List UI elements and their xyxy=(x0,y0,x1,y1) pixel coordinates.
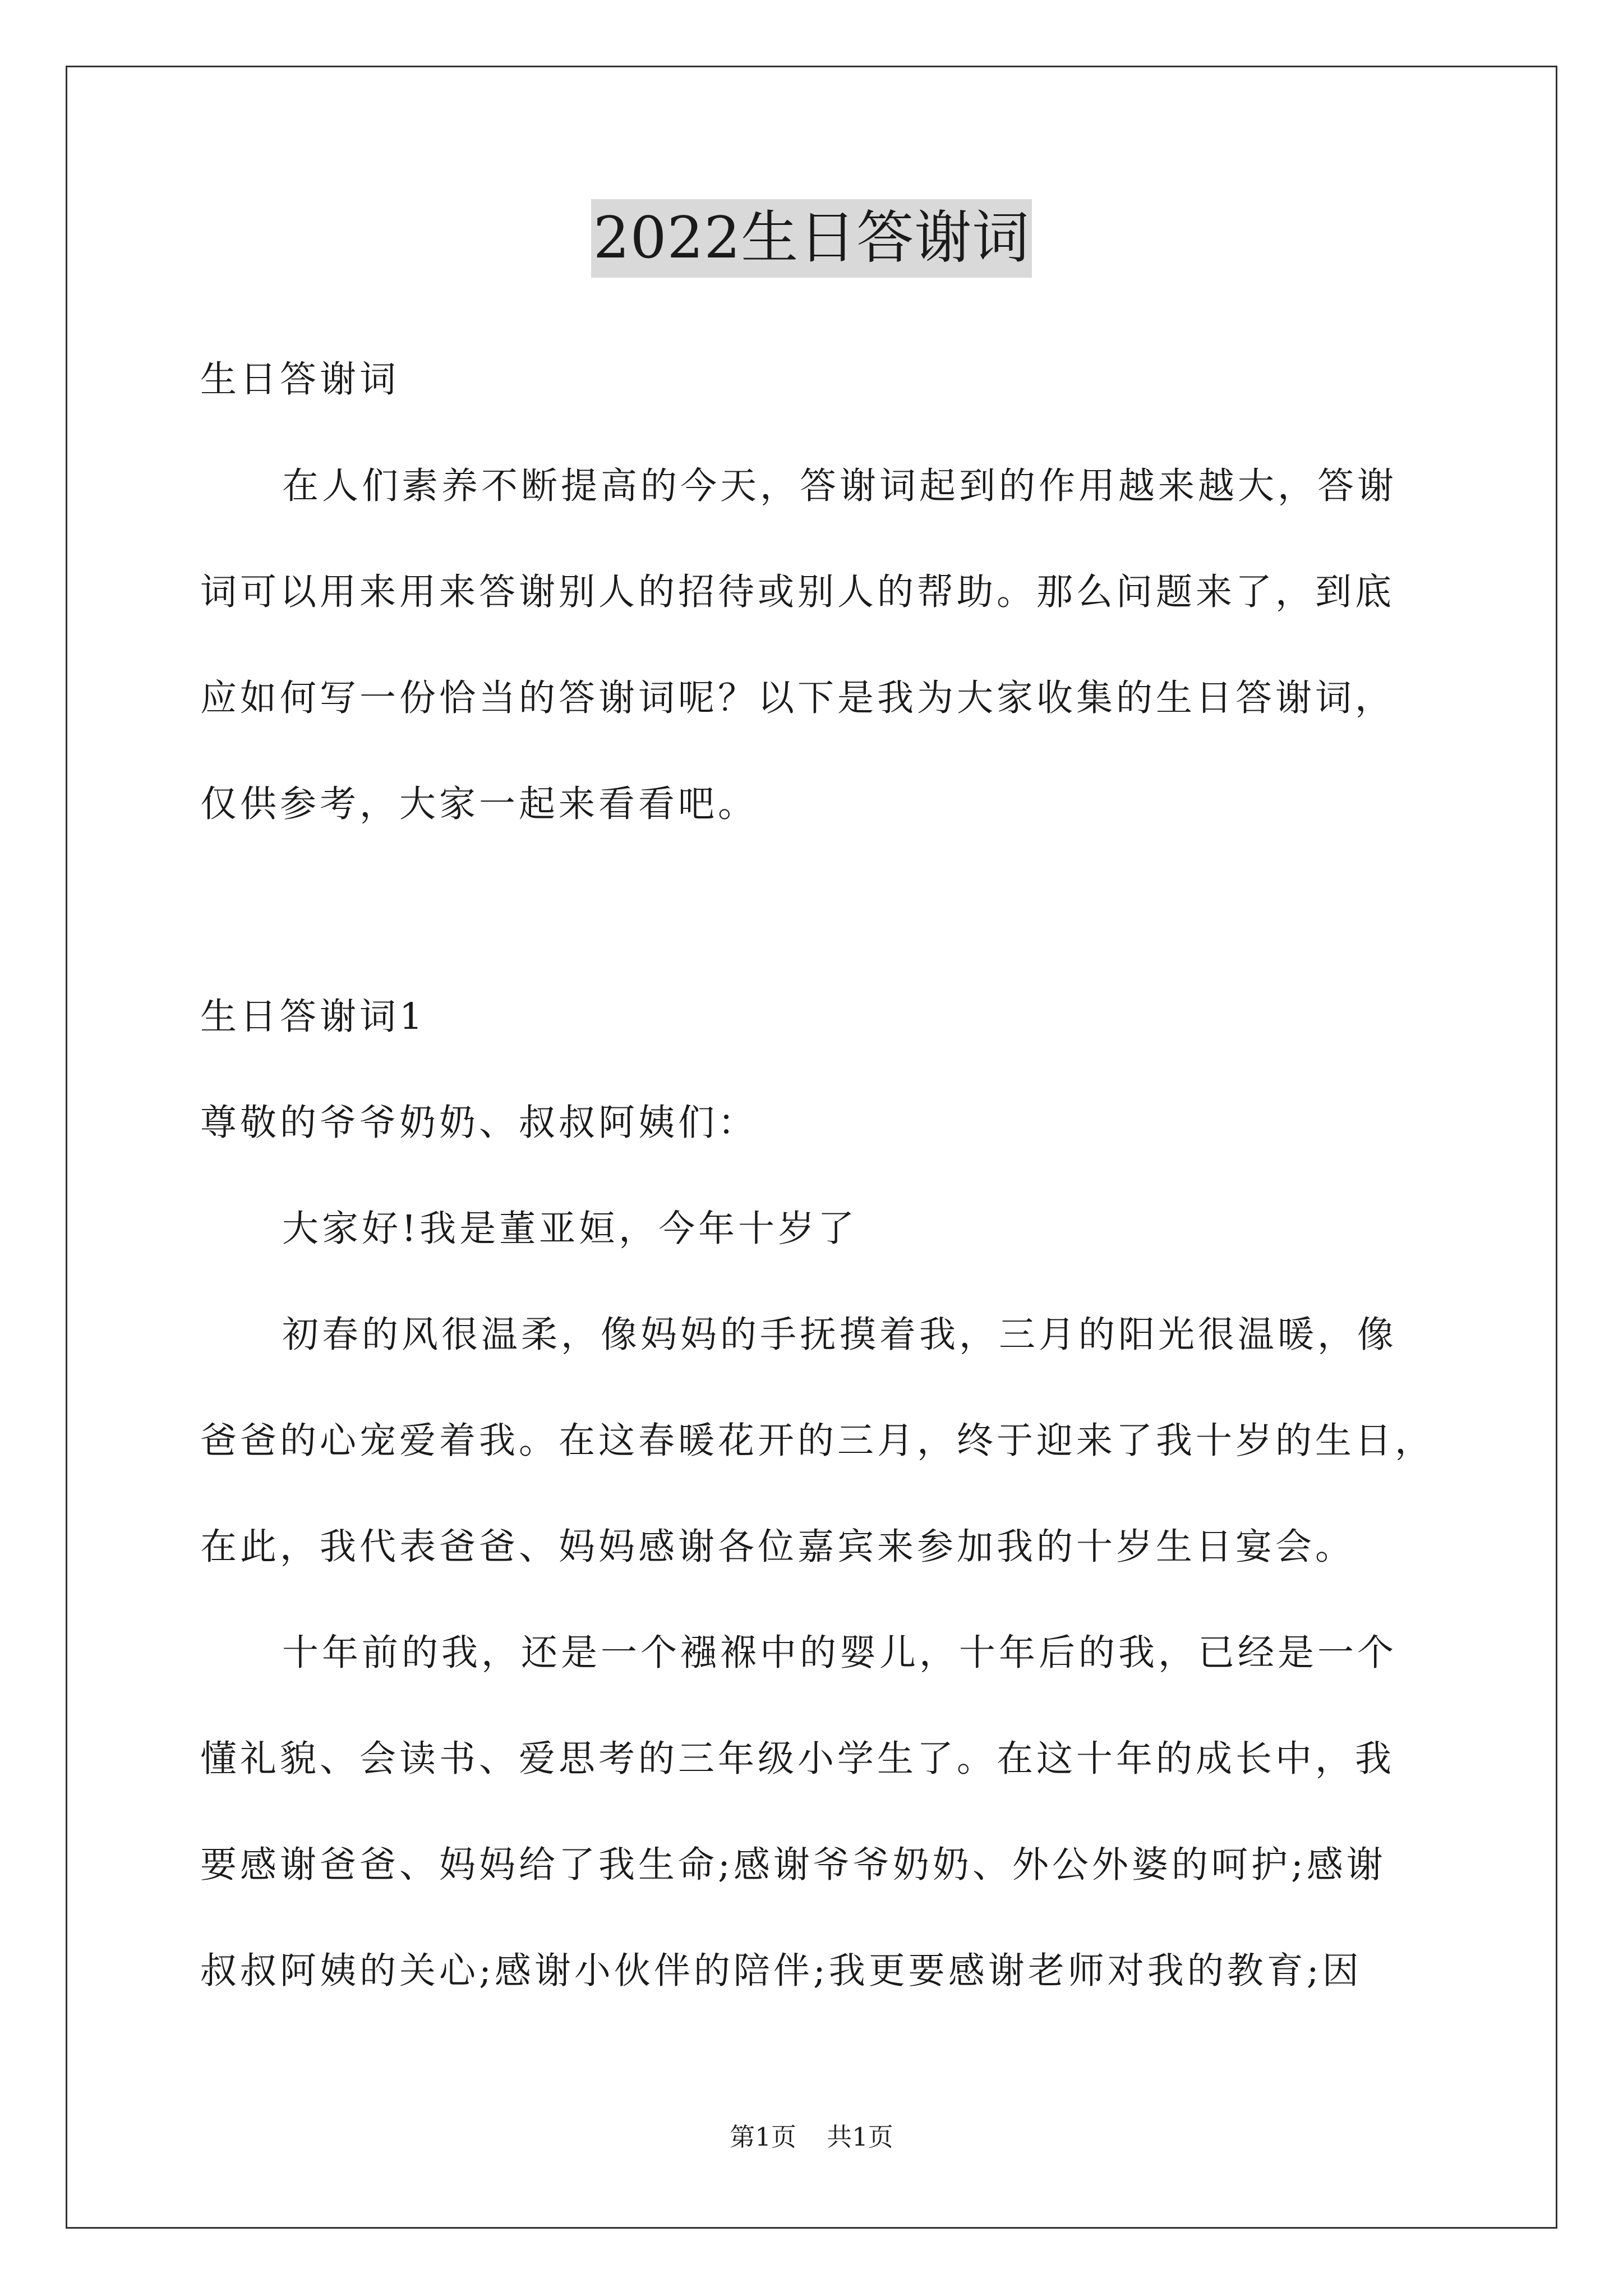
para1-line-3: 在此，我代表爸爸、妈妈感谢各位嘉宾来参加我的十岁生日宴会。 xyxy=(200,1526,1355,1568)
para2-line-2: 懂礼貌、会读书、爱思考的三年级小学生了。在这十年的成长中，我 xyxy=(200,1738,1395,1780)
intro-line-2: 词可以用来用来答谢别人的招待或别人的帮助。那么问题来了，到底 xyxy=(200,571,1395,613)
intro-line-4: 仅供参考，大家一起来看看吧。 xyxy=(200,783,758,825)
document-title: 2022生日答谢词 xyxy=(591,199,1032,278)
para1-line-2: 爸爸的心宠爱着我。在这春暖花开的三月，终于迎来了我十岁的生日， xyxy=(200,1420,1435,1462)
intro-line-1: 在人们素养不断提高的今天，答谢词起到的作用越来越大，答谢 xyxy=(282,465,1398,507)
intro-heading: 生日答谢词 xyxy=(200,358,400,401)
para1-line-1: 初春的风很温柔，像妈妈的手抚摸着我，三月的阳光很温暖，像 xyxy=(282,1314,1398,1356)
para2-line-4: 叔叔阿姨的关心;感谢小伙伴的陪伴;我更要感谢老师对我的教育;因 xyxy=(200,1950,1362,1992)
salutation: 尊敬的爷爷奶奶、叔叔阿姨们： xyxy=(200,1102,758,1144)
para2-line-3: 要感谢爸爸、妈妈给了我生命;感谢爷爷奶奶、外公外婆的呵护;感谢 xyxy=(200,1844,1386,1886)
page-number: 第1页 xyxy=(730,2122,796,2152)
intro-line-3: 应如何写一份恰当的答谢词呢？以下是我为大家收集的生日答谢词， xyxy=(200,677,1395,719)
title-wrap xyxy=(0,199,1623,278)
page-total: 共1页 xyxy=(827,2122,893,2152)
section-heading: 生日答谢词1 xyxy=(200,996,426,1038)
greeting: 大家好!我是董亚姮，今年十岁了 xyxy=(282,1208,858,1250)
page-footer xyxy=(0,2120,1623,2154)
para2-line-1: 十年前的我，还是一个襁褓中的婴儿，十年后的我，已经是一个 xyxy=(282,1632,1398,1674)
